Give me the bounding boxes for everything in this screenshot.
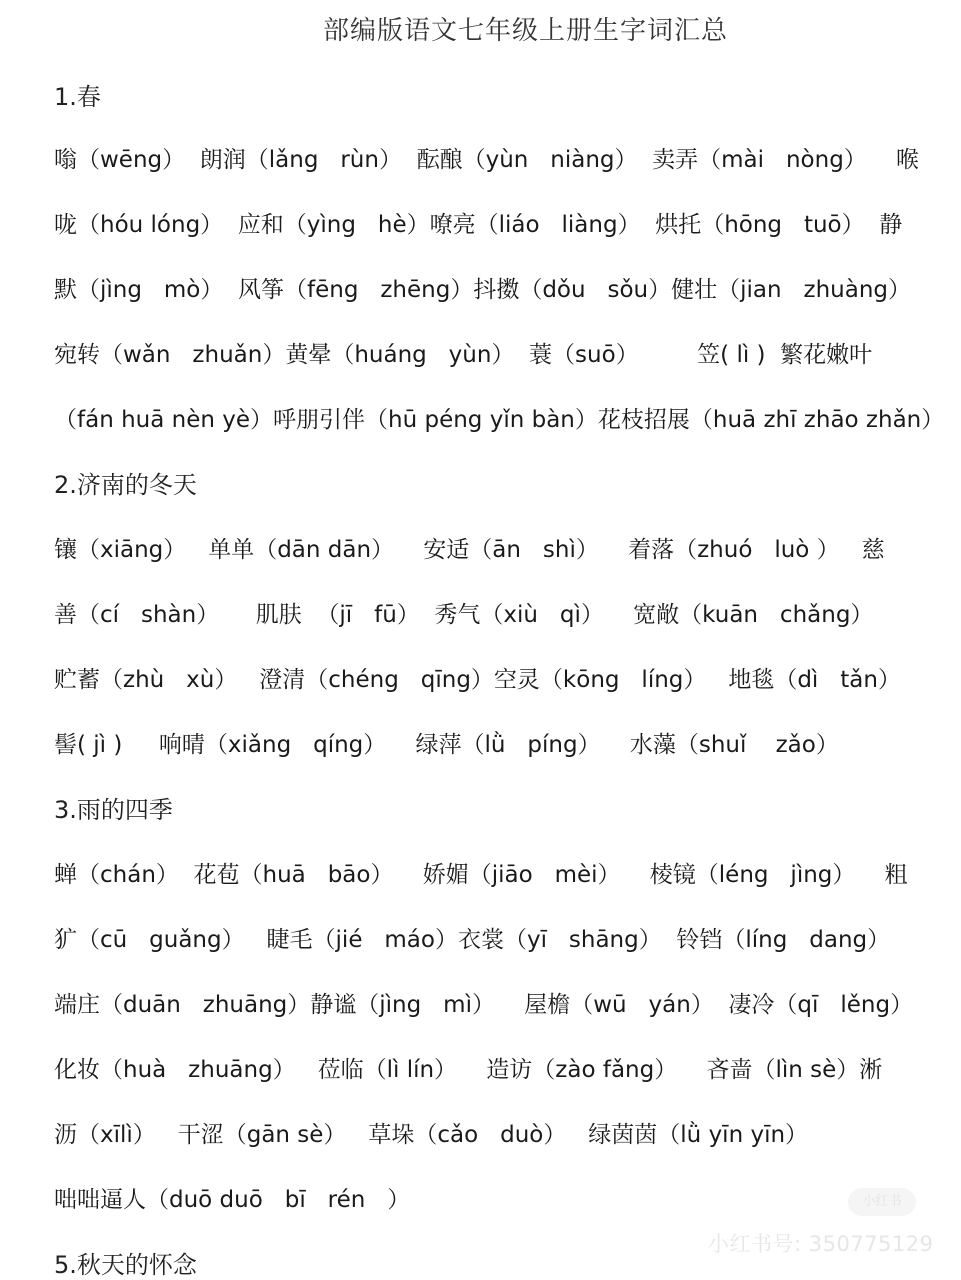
- vocab-line: 镶（xiāng） 单单（dān dān） 安适（ān shì） 着落（zhuó luò ） 慈: [54, 537, 885, 563]
- section-heading-1: 1.春: [54, 83, 101, 111]
- vocab-line: 嗡（wēng） 朗润（lǎng rùn） 酝酿（yùn niàng） 卖弄（mài nòng） 喉: [54, 147, 920, 173]
- document-title: 部编版语文七年级上册生字词汇总: [322, 16, 728, 46]
- vocab-line: 善（cí shàn） 肌肤 （jī fū） 秀气（xiù qì） 宽敞（kuān chǎng）: [54, 602, 874, 628]
- section-heading-2: 2.济南的冬天: [54, 471, 197, 499]
- vocab-line: 宛转（wǎn zhuǎn）黄晕（huáng yùn） 蓑（suō） 笠( lì ) 繁花嫩叶: [54, 342, 873, 368]
- vocab-line: 蝉（chán） 花苞（huā bāo） 娇媚（jiāo mèi） 棱镜（léng jìng） 粗: [54, 862, 908, 888]
- vocab-line: 贮蓄（zhù xù） 澄清（chéng qīng）空灵（kōng líng） 地毯（dì tǎn）: [54, 667, 901, 693]
- vocab-line: 髻( jì ) 响晴（xiǎng qíng） 绿萍（lǜ píng） 水藻（shuǐ zǎo）: [54, 732, 839, 758]
- watermark-id: 小红书号: 350775129: [708, 1232, 934, 1256]
- vocab-line: 化妆（huà zhuāng） 莅临（lì lín） 造访（zào fǎng） 吝啬（lìn sè）淅: [54, 1057, 883, 1083]
- vocab-line: 犷（cū guǎng） 睫毛（jié máo）衣裳（yī shāng） 铃铛（líng dang）: [54, 927, 891, 953]
- vocab-line: 默（jìng mò） 风筝（fēng zhēng）抖擞（dǒu sǒu）健壮（jian zhuàng）: [54, 277, 912, 303]
- vocab-line: 咙（hóu lóng） 应和（yìng hè）嘹亮（liáo liàng） 烘托（hōng tuō） 静: [54, 212, 903, 238]
- vocab-line: 咄咄逼人（duō duō bī rén ）: [54, 1187, 411, 1213]
- vocab-line: （fán huā nèn yè）呼朋引伴（hū péng yǐn bàn）花枝招展（huā zhī zhāo zhǎn）: [54, 407, 945, 433]
- section-heading-3: 3.雨的四季: [54, 796, 173, 824]
- vocab-line: 端庄（duān zhuāng）静谧（jìng mì） 屋檐（wū yán） 凄冷（qī lěng）: [54, 992, 914, 1018]
- watermark-logo: 小红书: [848, 1188, 916, 1216]
- section-heading-5: 5.秋天的怀念: [54, 1251, 197, 1279]
- vocab-line: 沥（xīlì） 干涩（gān sè） 草垛（cǎo duò） 绿茵茵（lǜ yīn yīn）: [54, 1122, 809, 1148]
